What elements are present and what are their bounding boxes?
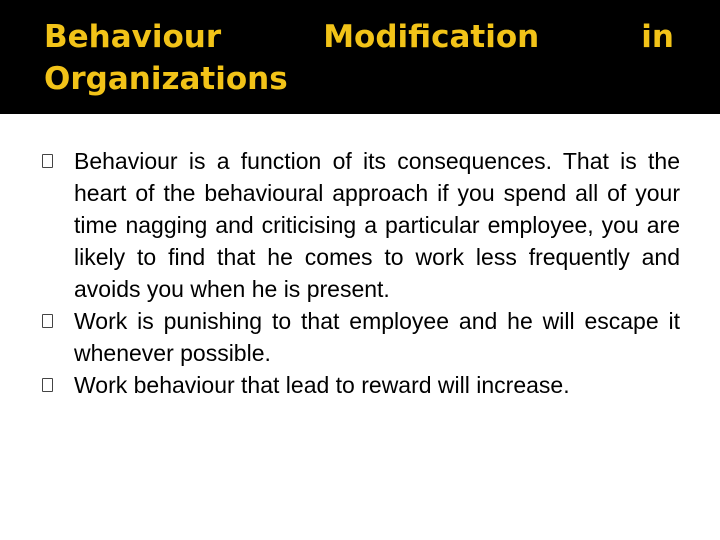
- bullet-text: Work is punishing to that employee and he will escape it whenever possible.: [74, 308, 680, 366]
- bullet-text: Work behaviour that lead to reward will increase.: [74, 372, 570, 398]
- missing-glyph-box-icon: [42, 378, 53, 392]
- bullet-item: [40, 305, 680, 369]
- missing-glyph-box-icon: [42, 154, 53, 168]
- bullet-list: [40, 145, 680, 401]
- bullet-item: [40, 145, 680, 305]
- bullet-text: Behaviour is a function of its consequences. That is the heart of the behavioural approach if you spend all of your time nagging and criticising a particular employee, you are likely to find that he comes to work less frequently and avoids you when he is present.: [74, 148, 680, 302]
- missing-glyph-box-icon: [42, 314, 53, 328]
- title-bar: [0, 0, 720, 114]
- slide-title: Behaviour Modification in Organizations: [44, 19, 674, 98]
- bullet-item: [40, 369, 680, 401]
